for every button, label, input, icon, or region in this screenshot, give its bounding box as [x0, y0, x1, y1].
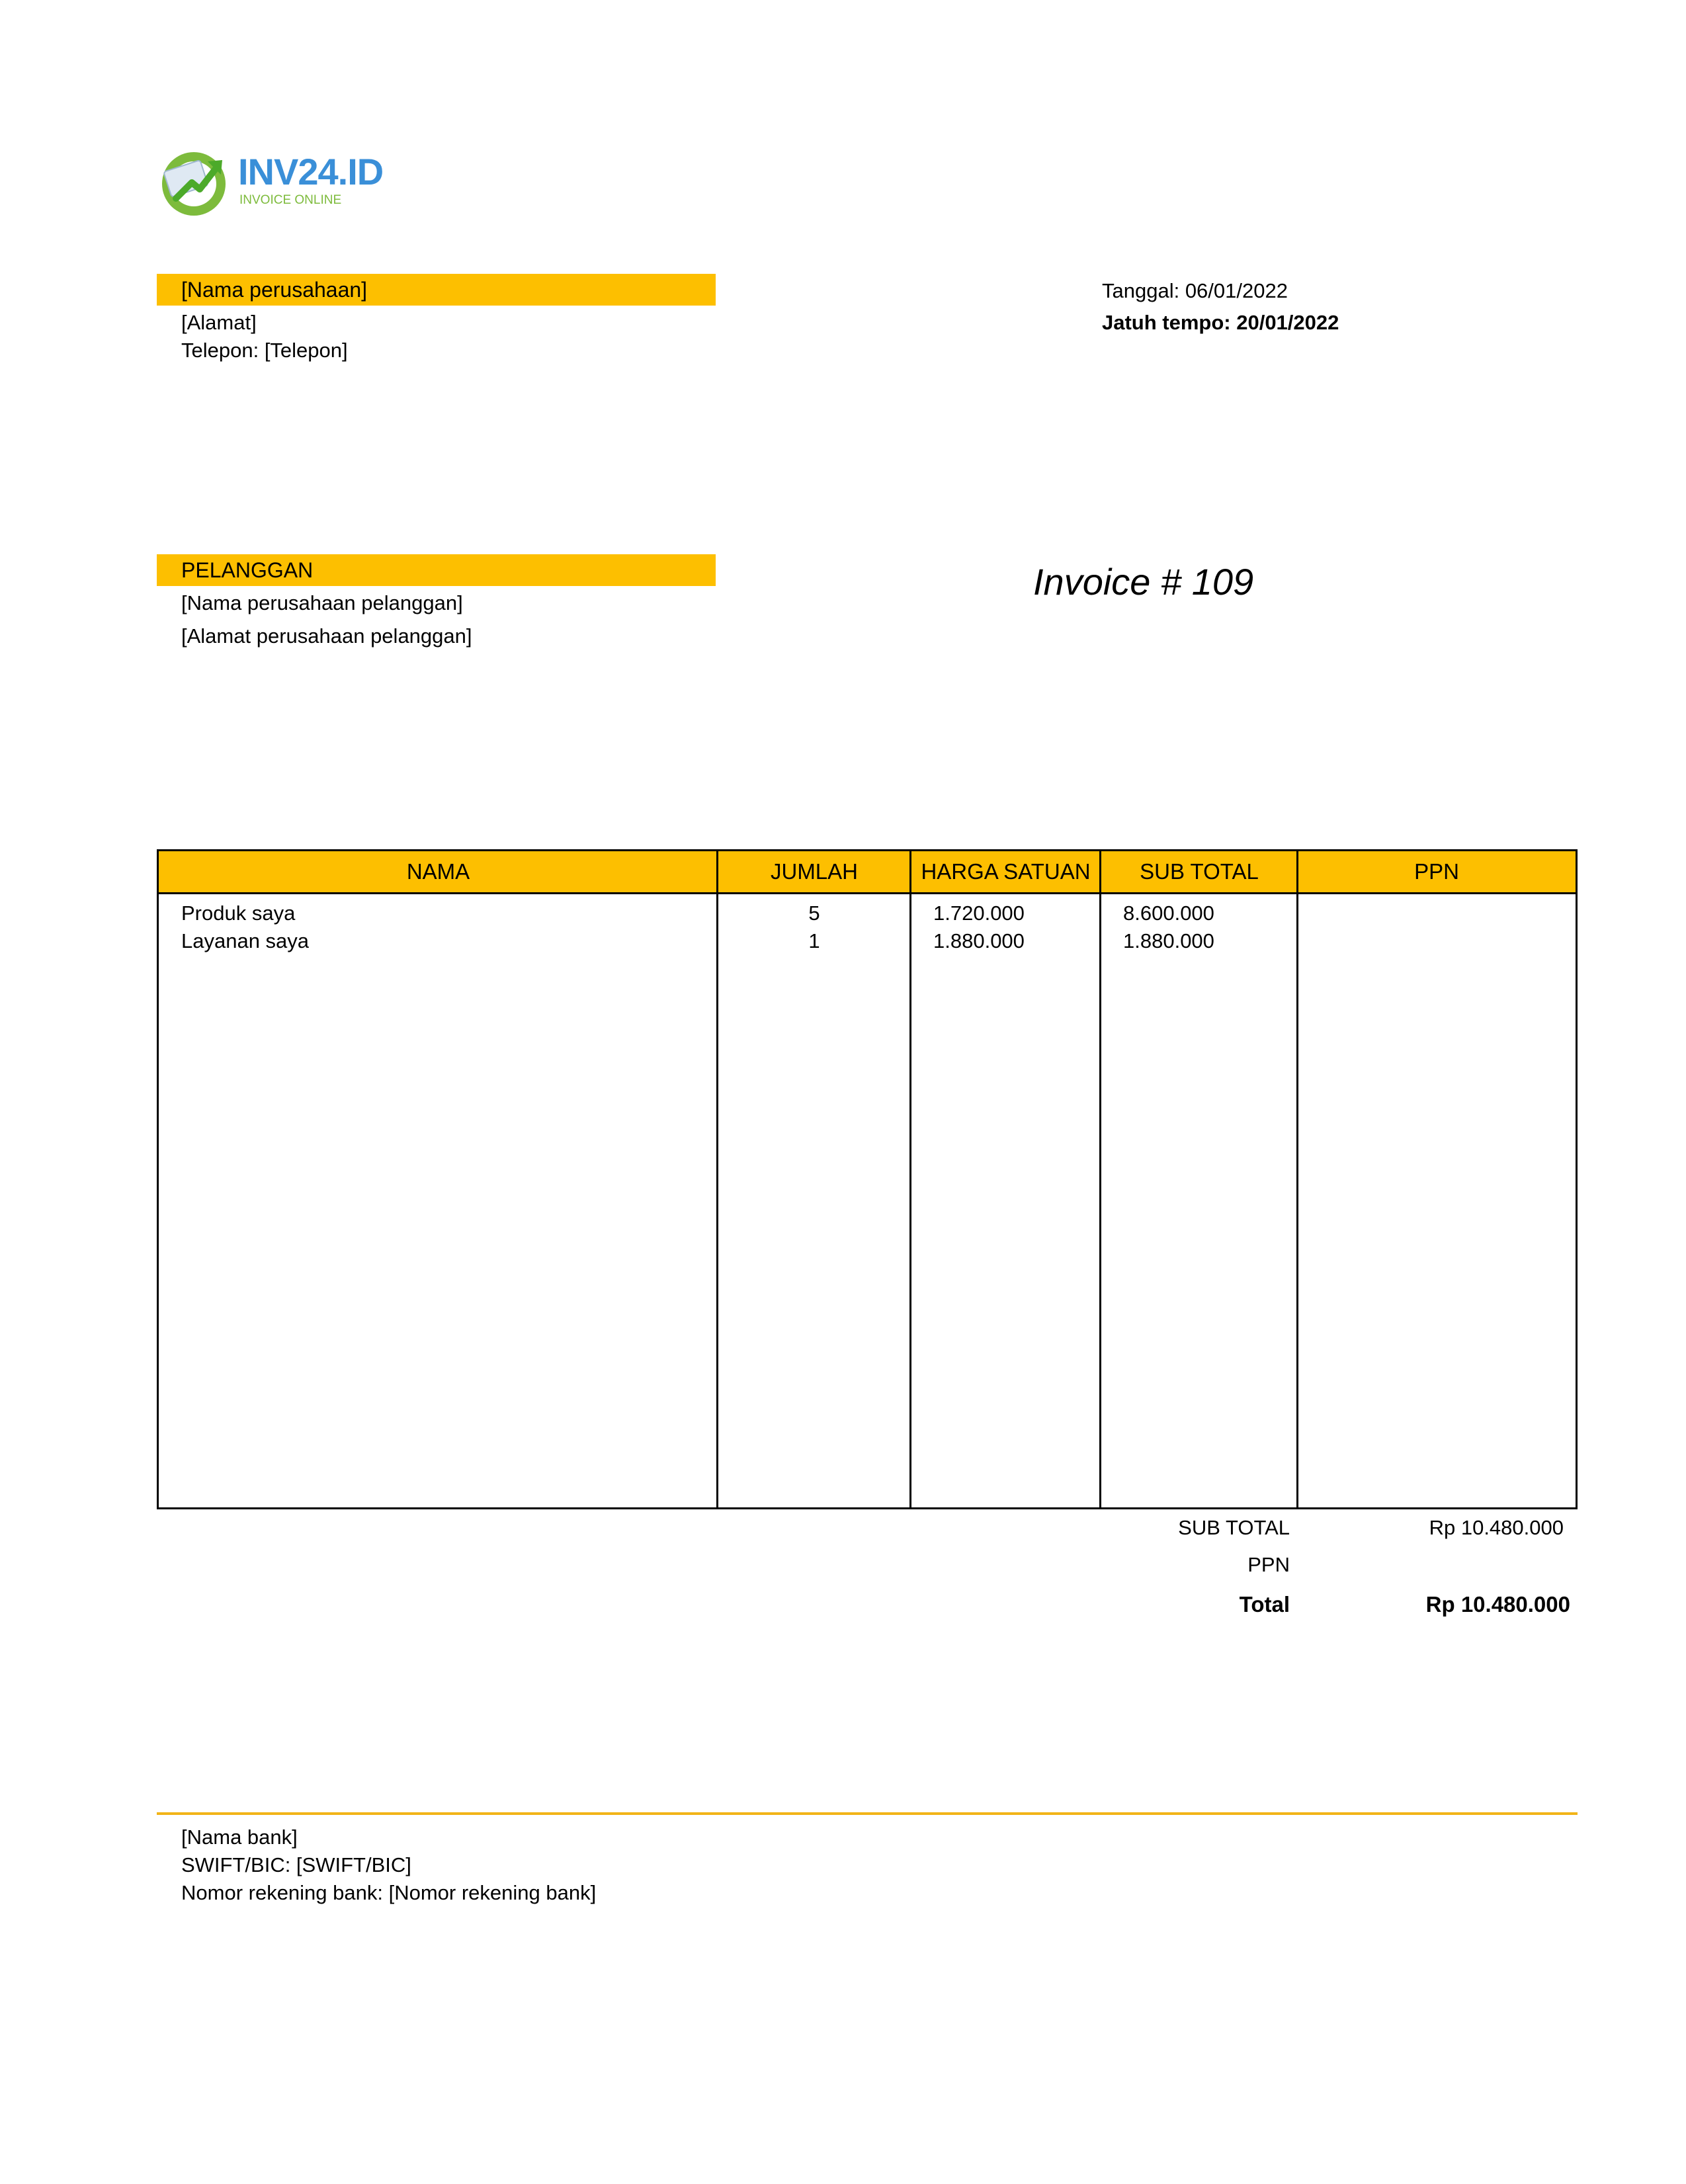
header-ppn: PPN — [1298, 851, 1576, 894]
row2-subtotal: 1.880.000 — [1123, 929, 1214, 952]
customer-header-bar — [157, 554, 716, 586]
row2-price: 1.880.000 — [933, 929, 1025, 952]
header-harga-satuan: HARGA SATUAN — [911, 851, 1101, 894]
logo-subtitle: INVOICE ONLINE — [239, 193, 342, 207]
company-name-bar — [157, 274, 716, 306]
header-sub-total: SUB TOTAL — [1101, 851, 1298, 894]
ppn-label: PPN — [1247, 1553, 1290, 1576]
company-address: [Alamat] — [181, 311, 257, 334]
due-date: Jatuh tempo: 20/01/2022 — [1102, 311, 1339, 334]
subtotal-value: Rp 10.480.000 — [1429, 1516, 1564, 1539]
bank-name: [Nama bank] — [181, 1826, 298, 1849]
row1-subtotal: 8.600.000 — [1123, 902, 1214, 925]
row2-qty: 1 — [808, 929, 820, 952]
row2-name: Layanan saya — [181, 929, 310, 952]
total-value: Rp 10.480.000 — [1425, 1592, 1570, 1617]
company-name: [Nama perusahaan] — [181, 278, 368, 302]
bank-swift: SWIFT/BIC: [SWIFT/BIC] — [181, 1853, 411, 1876]
company-phone: Telepon: [Telepon] — [181, 339, 348, 362]
customer-address: [Alamat perusahaan pelanggan] — [181, 624, 472, 648]
logo-title: INV24.ID — [238, 151, 384, 192]
header-nama: NAMA — [159, 851, 718, 894]
customer-header: PELANGGAN — [181, 558, 314, 582]
row1-price: 1.720.000 — [933, 902, 1025, 925]
row1-qty: 5 — [808, 902, 820, 925]
header-jumlah: JUMLAH — [718, 851, 911, 894]
total-label: Total — [1239, 1592, 1290, 1617]
footer-divider — [157, 1812, 1578, 1815]
column-divider — [1296, 851, 1298, 1507]
logo-arrow-icon — [157, 146, 230, 218]
invoice-date: Tanggal: 06/01/2022 — [1102, 279, 1288, 302]
company-logo — [157, 146, 384, 218]
row1-name: Produk saya — [181, 902, 296, 925]
invoice-number: Invoice # 109 — [1033, 561, 1254, 603]
subtotal-label: SUB TOTAL — [1178, 1516, 1290, 1539]
column-divider — [1099, 851, 1101, 1507]
bank-account: Nomor rekening bank: [Nomor rekening bank] — [181, 1881, 597, 1904]
customer-name: [Nama perusahaan pelanggan] — [181, 591, 463, 614]
items-table — [157, 849, 1578, 1509]
